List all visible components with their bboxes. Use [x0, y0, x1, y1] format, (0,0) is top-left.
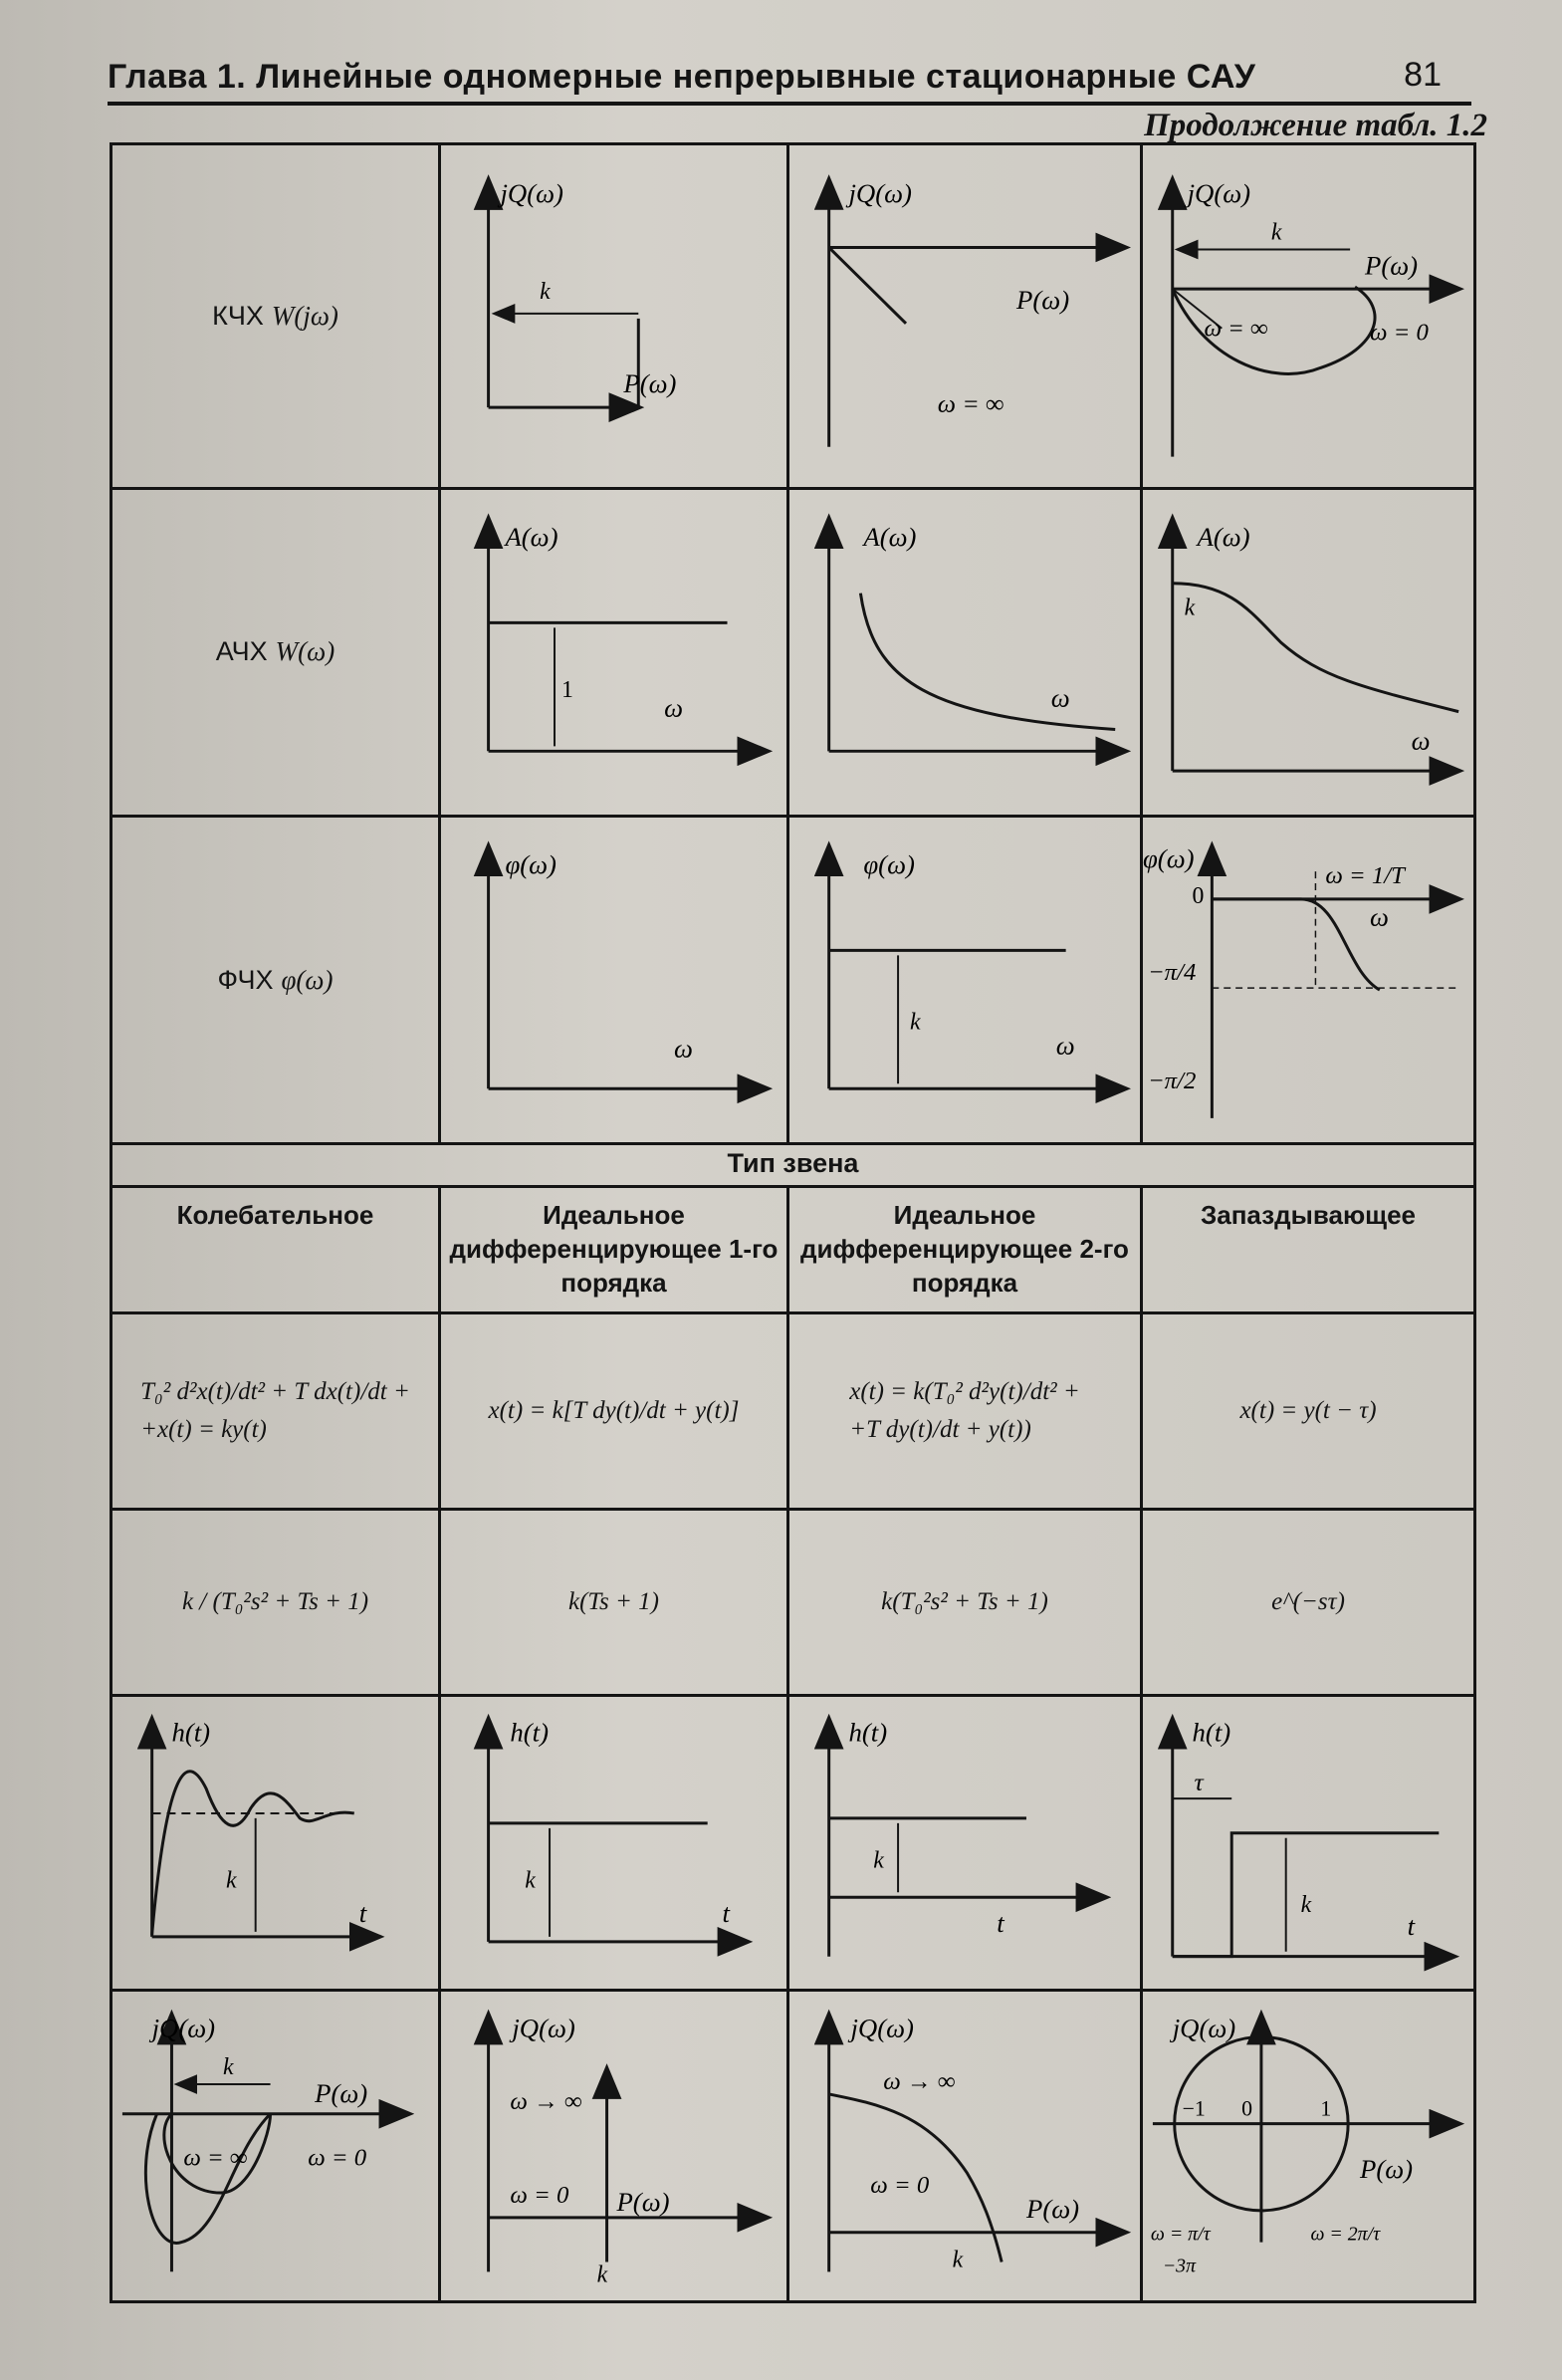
row-step-response	[112, 1695, 1475, 1990]
svg-text:t: t	[997, 1907, 1004, 1938]
svg-text:jQ(ω): jQ(ω)	[1187, 177, 1251, 208]
svg-text:ω = 0: ω = 0	[510, 2182, 569, 2210]
kchx-diff2-plot	[789, 145, 1140, 487]
tf-delay: e^(−sτ)	[1271, 1587, 1345, 1615]
svg-text:k: k	[225, 1866, 237, 1893]
svg-text:P(ω): P(ω)	[616, 2186, 670, 2217]
svg-text:P(ω): P(ω)	[623, 368, 677, 399]
kchx-diff2-cell	[788, 144, 1142, 489]
kchx-diff1-plot	[441, 145, 786, 487]
svg-text:P(ω): P(ω)	[1025, 2193, 1080, 2224]
step-diff2-plot	[789, 1697, 1140, 1989]
svg-text:h(t): h(t)	[510, 1717, 550, 1748]
link-characteristics-table	[110, 142, 1476, 2303]
kchx2-delay-cell	[1142, 1991, 1475, 2302]
achx-diff1-cell	[440, 488, 788, 816]
svg-text:1: 1	[560, 676, 573, 703]
kchx-diff1-cell	[440, 144, 788, 489]
svg-text:τ: τ	[1194, 1767, 1204, 1796]
svg-text:ω = ∞: ω = ∞	[1204, 315, 1268, 343]
svg-text:ω = 0: ω = 0	[1369, 319, 1429, 347]
achx-label: АЧХ W(ω)	[215, 636, 335, 667]
svg-text:k: k	[909, 1009, 921, 1036]
svg-text:t: t	[358, 1897, 367, 1928]
row-kchx	[112, 144, 1475, 489]
equation-diff2: x(t) = k(T₀² d²y(t)/dt² + +T dy(t)/dt + y(t))	[849, 1377, 1080, 1443]
svg-text:ω: ω	[1050, 682, 1070, 713]
achx-label-cell	[112, 488, 440, 816]
svg-text:ω = ∞: ω = ∞	[937, 389, 1004, 419]
svg-text:jQ(ω): jQ(ω)	[151, 2013, 216, 2043]
kchx2-diff1-plot	[441, 1992, 786, 2300]
equation-delay: x(t) = y(t − τ)	[1239, 1396, 1377, 1424]
kchx2-oscillatory-cell	[112, 1991, 440, 2302]
svg-text:k: k	[1270, 219, 1282, 246]
svg-text:ω = π/τ: ω = π/τ	[1150, 2223, 1211, 2246]
svg-text:k: k	[540, 279, 551, 306]
row-fchx	[112, 817, 1475, 1144]
row-equations	[112, 1312, 1475, 1510]
fchx-label: ФЧХ φ(ω)	[217, 964, 334, 995]
svg-text:ω = 0: ω = 0	[870, 2172, 930, 2200]
svg-text:k: k	[596, 2261, 608, 2288]
link-name-delay: Запаздывающее	[1200, 1200, 1417, 1231]
svg-text:P(ω): P(ω)	[315, 2077, 368, 2108]
table-continuation-label: Продолжение табл. 1.2	[1144, 108, 1487, 143]
kchx2-diff2-plot	[789, 1992, 1140, 2300]
equation-diff1: x(t) = k[T dy(t)/dt + y(t)]	[488, 1396, 740, 1424]
svg-text:ω: ω	[1369, 901, 1389, 932]
svg-text:k: k	[222, 2054, 234, 2081]
svg-text:0: 0	[1192, 882, 1205, 909]
kchx-label: КЧХ W(jω)	[212, 300, 338, 331]
link-name-oscillatory: Колебательное	[176, 1200, 374, 1231]
kchx-delay-cell	[1142, 144, 1475, 489]
svg-text:jQ(ω): jQ(ω)	[512, 2013, 575, 2043]
tf-diff1: k(Ts + 1)	[568, 1587, 659, 1615]
kchx2-oscillatory-plot	[112, 1992, 438, 2300]
step-diff1-plot	[441, 1697, 786, 1989]
svg-text:jQ(ω): jQ(ω)	[850, 2013, 914, 2043]
svg-text:−π/2: −π/2	[1147, 1068, 1197, 1095]
fchx-diff2-cell	[788, 817, 1142, 1144]
svg-text:ω: ω	[664, 692, 683, 723]
row-achx	[112, 488, 1475, 816]
page-number: 81	[1404, 56, 1442, 94]
equation-oscillatory: T₀² d²x(t)/dt² + T dx(t)/dt + +x(t) = ky(t)	[140, 1377, 410, 1443]
svg-text:ω = 0: ω = 0	[308, 2144, 367, 2172]
achx-diff2-plot	[789, 490, 1140, 815]
svg-text:P(ω): P(ω)	[1364, 250, 1419, 281]
achx-delay-cell	[1142, 488, 1475, 816]
svg-text:−3π: −3π	[1162, 2255, 1197, 2277]
step-delay-plot	[1143, 1697, 1473, 1989]
fchx-diff2-plot	[789, 818, 1140, 1142]
kchx-label-cell	[112, 144, 440, 489]
svg-text:ω → ∞: ω → ∞	[510, 2087, 582, 2115]
svg-text:ω: ω	[1055, 1030, 1075, 1061]
kchx2-delay-plot	[1143, 1992, 1473, 2300]
svg-text:ω: ω	[1411, 725, 1431, 756]
row-type-header	[112, 1144, 1475, 1187]
svg-text:ω = ∞: ω = ∞	[183, 2144, 248, 2172]
page-header	[108, 56, 1471, 106]
step-diff1-cell	[440, 1695, 788, 1990]
svg-text:t: t	[1407, 1910, 1416, 1941]
svg-text:k: k	[1300, 1891, 1312, 1918]
step-oscillatory-cell	[112, 1695, 440, 1990]
tf-oscillatory: k / (T₀²s² + Ts + 1)	[181, 1587, 369, 1615]
svg-text:ω: ω	[673, 1033, 693, 1064]
svg-text:ω → ∞: ω → ∞	[883, 2068, 956, 2096]
kchx2-diff2-cell	[788, 1991, 1142, 2302]
svg-text:h(t): h(t)	[171, 1717, 211, 1748]
svg-text:k: k	[952, 2247, 964, 2273]
chapter-title: Глава 1. Линейные одномерные непрерывные стационарные САУ	[108, 58, 1256, 96]
svg-text:jQ(ω): jQ(ω)	[500, 177, 563, 208]
link-name-diff2: Идеальное дифференцирующее 2-го порядка	[800, 1200, 1129, 1299]
type-header-cell	[112, 1144, 1475, 1187]
svg-text:k: k	[1184, 595, 1196, 621]
kchx-delay-plot	[1143, 145, 1473, 487]
svg-text:k: k	[525, 1867, 536, 1894]
svg-text:φ(ω): φ(ω)	[1143, 843, 1195, 874]
svg-text:0: 0	[1241, 2096, 1253, 2121]
svg-text:P(ω): P(ω)	[1016, 284, 1070, 315]
svg-text:jQ(ω): jQ(ω)	[848, 177, 912, 208]
achx-diff1-plot	[441, 490, 786, 815]
tf-diff2: k(T₀²s² + Ts + 1)	[881, 1587, 1048, 1615]
row-transfer-functions	[112, 1510, 1475, 1696]
step-oscillatory-plot	[112, 1697, 438, 1989]
kchx2-diff1-cell	[440, 1991, 788, 2302]
step-diff2-cell	[788, 1695, 1142, 1990]
type-header: Тип звена	[727, 1148, 859, 1179]
svg-text:ω = 2π/τ: ω = 2π/τ	[1310, 2223, 1381, 2246]
fchx-delay-cell	[1142, 817, 1475, 1144]
svg-text:−1: −1	[1182, 2096, 1206, 2121]
step-delay-cell	[1142, 1695, 1475, 1990]
fchx-diff1-plot	[441, 818, 786, 1142]
fchx-diff1-cell	[440, 817, 788, 1144]
link-name-diff1: Идеальное дифференцирующее 1-го порядка	[449, 1200, 779, 1299]
svg-text:h(t): h(t)	[848, 1717, 888, 1748]
svg-text:1: 1	[1320, 2096, 1332, 2121]
svg-text:t: t	[722, 1897, 730, 1928]
achx-diff2-cell	[788, 488, 1142, 816]
svg-text:φ(ω): φ(ω)	[863, 849, 915, 880]
svg-text:k: k	[873, 1847, 884, 1874]
svg-text:ω = 1/T: ω = 1/T	[1325, 862, 1405, 890]
svg-text:P(ω): P(ω)	[1360, 2154, 1414, 2185]
row-link-names	[112, 1187, 1475, 1312]
row-kchx-lower	[112, 1991, 1475, 2302]
achx-delay-plot	[1143, 490, 1473, 815]
fchx-label-cell	[112, 817, 440, 1144]
svg-text:φ(ω): φ(ω)	[505, 849, 557, 880]
svg-text:A(ω): A(ω)	[505, 521, 558, 552]
svg-text:−π/4: −π/4	[1147, 959, 1197, 987]
fchx-delay-plot	[1143, 818, 1473, 1142]
svg-text:jQ(ω): jQ(ω)	[1172, 2013, 1236, 2043]
svg-text:A(ω): A(ω)	[1197, 521, 1250, 552]
svg-text:h(t): h(t)	[1192, 1717, 1231, 1748]
svg-text:A(ω): A(ω)	[863, 521, 917, 552]
